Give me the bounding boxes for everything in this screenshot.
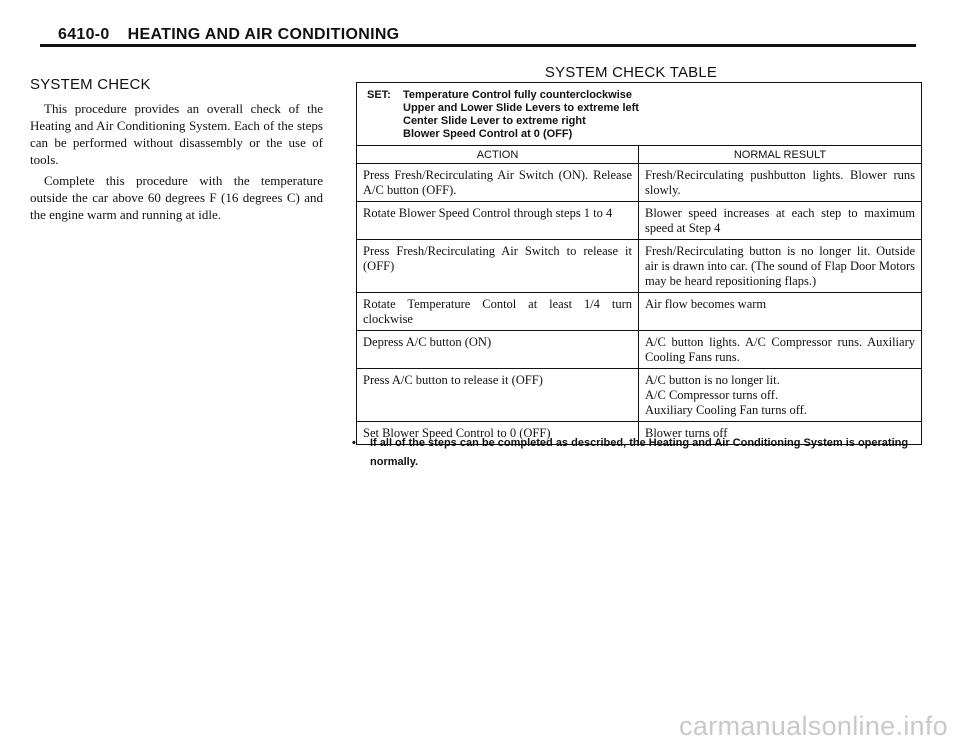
table-row [357, 369, 921, 422]
set-conditions [357, 83, 921, 146]
action-cell: Press Fresh/Recirculating Air Switch (ON). Release A/C button (OFF). [357, 164, 639, 201]
result-cell: Fresh/Recirculating button is no longer lit. Outside air is drawn into car. (The sound of Flap Door Motors may be heard repositioning flaps.) [645, 244, 915, 288]
table-row [357, 293, 921, 331]
table-title: SYSTEM CHECK TABLE [544, 64, 718, 81]
table-row [357, 331, 921, 369]
result-cell: A/C button lights. A/C Compressor runs. Auxiliary Cooling Fans runs. [645, 335, 915, 364]
table-row [357, 240, 921, 293]
header-text [58, 26, 399, 44]
set-line: Blower Speed Control at 0 (OFF) [403, 128, 573, 140]
action-cell: Set Blower Speed Control to 0 (OFF) [357, 422, 639, 444]
set-line: Temperature Control fully counterclockwise [403, 89, 633, 101]
system-check-table [356, 82, 922, 445]
result-cell: Fresh/Recirculating pushbutton lights. Blower runs slowly. [645, 168, 915, 197]
set-label: SET: [367, 89, 391, 101]
result-cell: Blower turns off [645, 426, 728, 440]
table-row [357, 202, 921, 240]
action-cell: Rotate Blower Speed Control through steps 1 to 4 [357, 202, 639, 239]
system-check-section [30, 76, 323, 227]
set-line: Upper and Lower Slide Levers to extreme left [403, 102, 639, 114]
watermark: carmanualsonline.info [679, 711, 948, 741]
intro-paragraph: This procedure provides an overall check of the Heating and Air Conditioning System. Each of the steps can be performed without disassembly or the use of tools. [30, 101, 323, 167]
set-line: Center Slide Lever to extreme right [403, 115, 586, 127]
action-cell: Rotate Temperature Contol at least 1/4 turn clockwise [357, 293, 639, 330]
page-header [40, 22, 916, 47]
footnote-text: If all of the steps can be completed as described, the Heating and Air Conditioning System is operating normally. [370, 437, 909, 468]
section-title: HEATING AND AIR CONDITIONING [127, 26, 400, 43]
set-lines [403, 89, 639, 141]
action-cell: Press Fresh/Recirculating Air Switch to release it (OFF) [357, 240, 639, 292]
action-header: ACTION [357, 146, 639, 163]
result-header: NORMAL RESULT [733, 149, 827, 161]
result-cell: Air flow becomes warm [645, 297, 767, 311]
action-cell: Depress A/C button (ON) [357, 331, 639, 368]
table-row [357, 164, 921, 202]
system-check-title: SYSTEM CHECK [30, 76, 151, 93]
bullet-icon: • [352, 437, 356, 449]
column-headers [357, 146, 921, 164]
result-cell: Blower speed increases at each step to maximum speed at Step 4 [645, 206, 915, 235]
result-cell: A/C button is no longer lit. A/C Compressor turns off. Auxiliary Cooling Fan turns off. [645, 373, 807, 417]
conditions-paragraph: Complete this procedure with the temperature outside the car above 60 degrees F (16 degrees C) and the engine warm and running at idle. [30, 173, 323, 222]
section-code: 6410-0 [58, 26, 110, 43]
action-cell: Press A/C button to release it (OFF) [357, 369, 639, 421]
footnote [352, 434, 922, 472]
